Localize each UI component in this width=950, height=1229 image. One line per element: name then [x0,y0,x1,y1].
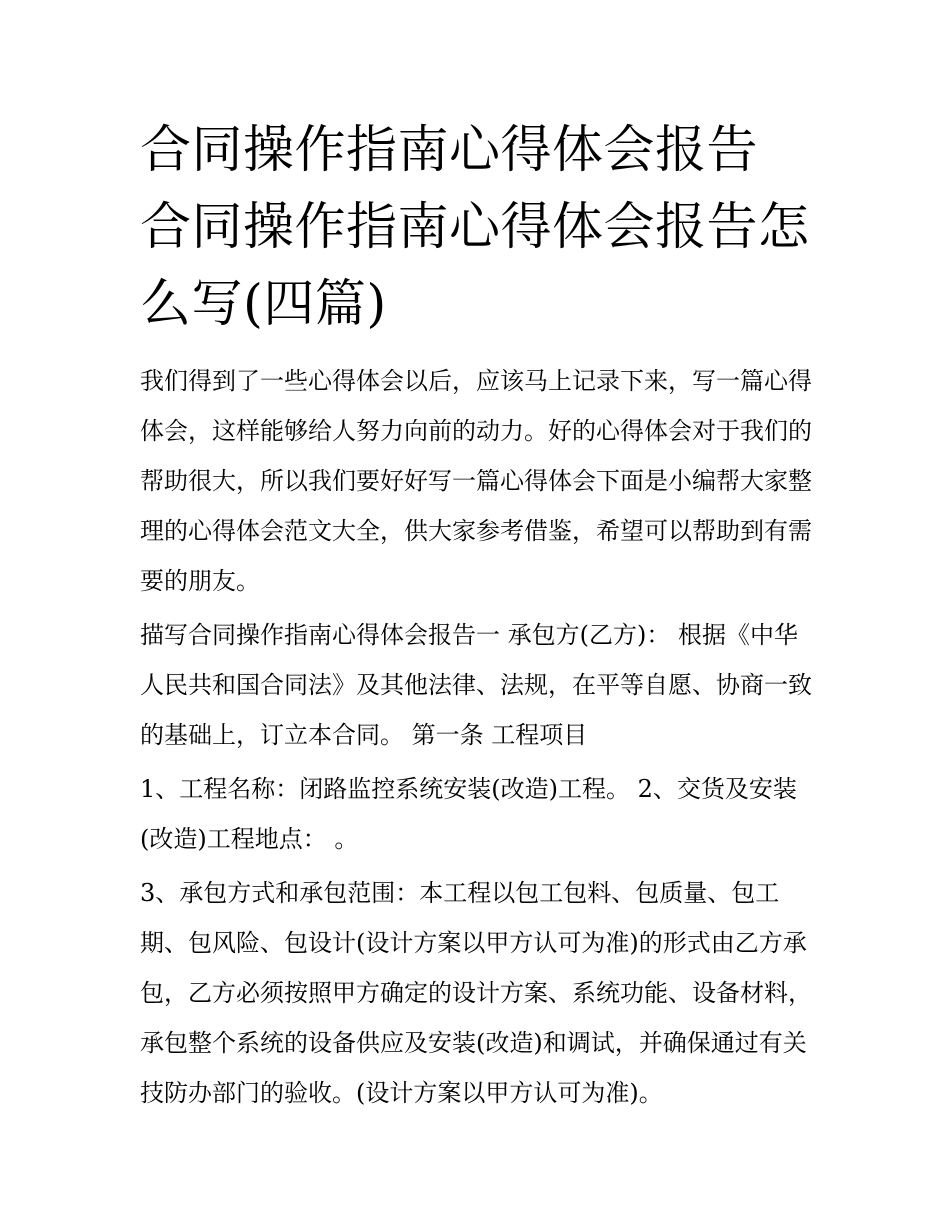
intro-paragraph: 我们得到了一些心得体会以后，应该马上记录下来，写一篇心得体会，这样能够给人努力向前的动力。好的心得体会对于我们的帮助很大，所以我们要好好写一篇心得体会下面是小编帮大家整理的心得体会范文大全，供大家参考借鉴，希望可以帮助到有需要的朋友。 [140,367,812,595]
document-body [140,356,820,1122]
contract-intro-paragraph: 描写合同操作指南心得体会报告一 承包方(乙方)： 根据《中华人民共和国合同法》及其他法律、法规，在平等自愿、协商一致的基础上，订立本合同。 第一条 工程项目 [140,621,812,749]
clause-3-paragraph: 3、承包方式和承包范围：本工程以包工包料、包质量、包工期、包风险、包设计(设计方案以甲方认可为准)的形式由乙方承包，乙方必须按照甲方确定的设计方案、系统功能、设备材料，承包整个系统的设备供应及安装(改造)和调试，并确保通过有关技防办部门的验收。(设计方案以甲方认可为准)。 [140,879,812,1107]
document-title: 合同操作指南心得体会报告 合同操作指南心得体会报告怎么写(四篇) [140,121,810,334]
clause-1-paragraph: 1、工程名称：闭路监控系统安装(改造)工程。 2、交货及安装(改造)工程地点： 。 [140,775,797,853]
